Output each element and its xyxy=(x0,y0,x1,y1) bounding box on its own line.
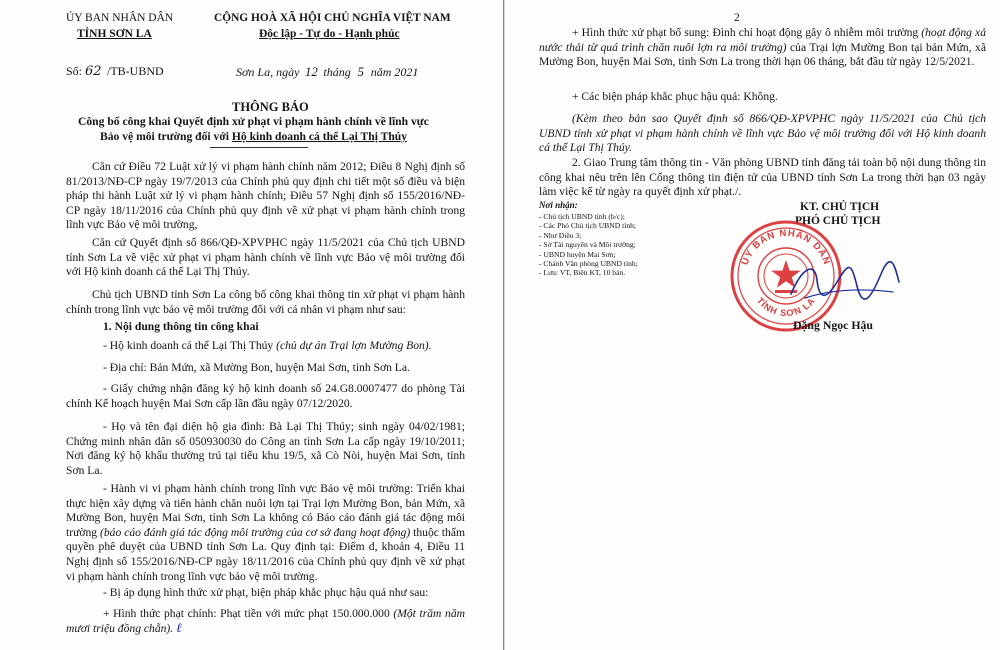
doc-number-suffix: /TB-UBND xyxy=(107,64,164,78)
item-address: - Địa chỉ: Bản Mứn, xã Mường Bon, huyện Mai Sơn, tỉnh Sơn La. xyxy=(103,361,410,374)
main-penalty-pre: + Hình thức phạt chính: Phạt tiền với mức phạt 150.000.000 xyxy=(103,607,394,620)
title-divider xyxy=(210,147,308,148)
doc-subtitle-2 xyxy=(100,130,407,143)
date-month: 5 xyxy=(357,64,364,79)
doc-date xyxy=(236,64,418,80)
subtitle-line2-pre: Bảo vệ môi trường đối với xyxy=(100,130,232,143)
doc-subtitle-1: Công bố công khai Quyết định xử phạt vi phạm hành chính về lĩnh vực xyxy=(78,115,429,128)
item-representative: - Họ và tên đại diện hộ gia đình: Bà Lại Thị Thúy; sinh ngày 04/02/1981; Chứng minh nhân dân số 050930030 do Công an tỉnh Sơn La cấp ngày 19/10/2011; Nơi đăng ký hộ khẩu thường trú tại tiểu khu 19/5, xã Cò Nòi, huyện Mai Sơn, tỉnh Sơn La. xyxy=(66,420,465,477)
remedy: + Các biện pháp khắc phục hậu quả: Không. xyxy=(572,90,778,103)
para-legal-basis-2: Căn cứ Quyết định số 866/QĐ-XPVPHC ngày 11/5/2021 của Chủ tịch UBND tỉnh Sơn La về việc xử phạt vi phạm hành chính về lĩnh vực Bảo vệ môi trường đối với Hộ kinh doanh cá thể Lại Thị Thúy. xyxy=(66,236,465,279)
recipient-item: - Sở Tài nguyên và Môi trường; xyxy=(539,240,636,250)
date-year: năm 2021 xyxy=(370,65,419,79)
item-household xyxy=(66,339,465,354)
signer-role-1: KT. CHỦ TỊCH xyxy=(800,201,880,213)
recipient-item: - UBND huyện Mai Sơn; xyxy=(539,249,616,259)
recipient-item: - Chủ tịch UBND tỉnh (b/c); xyxy=(539,212,625,221)
additional-penalty-pre: + Hình thức xử phạt bổ sung: Đình chỉ hoạt động gây ô nhiễm môi trường xyxy=(572,26,922,39)
para-announce: Chủ tịch UBND tỉnh Sơn La công bố công khai thông tin xử phạt vi phạm hành chính trong lĩnh vực bảo vệ môi trường đối với cá nhân vi phạm như sau: xyxy=(66,288,465,316)
stamp-text-top: ỦY BAN NHÂN DÂN xyxy=(739,227,833,267)
date-month-label: tháng xyxy=(323,65,351,79)
signature-icon xyxy=(785,252,905,312)
additional-penalty xyxy=(539,26,986,70)
nation-line-2: Độc lập - Tự do - Hạnh phúc xyxy=(259,28,400,40)
section2-text: 2. Giao Trung tâm thông tin - Văn phòng UBND tỉnh đăng tải toàn bộ nội dung thông tin công khai nêu trên lên Cổng thông tin điện tử của UBND tỉnh Sơn La trong thời hạn 03 ngày làm việc kể từ ngày ra quyết định xử phạt./. xyxy=(539,156,986,199)
additional-penalty-italic: (hoạt động xả nước thải từ quá trình chăn nuôi lợn ra môi trường) xyxy=(539,26,986,54)
doc-title: THÔNG BÁO xyxy=(232,100,309,114)
violation-pre: - Hành vi vi phạm hành chính trong lĩnh vực Bảo vệ môi trường: Triển khai thực hiện xây dựng và tiến hành chăn nuôi lợn tại Trại lợn Mường Bon, bản Mứn, xã Mường Bon, huyện Mai Sơn, tỉnh Sơn La không có Báo cáo đánh giá tác động môi trường xyxy=(66,482,465,539)
recipient-item: - Như Điều 3; xyxy=(539,230,582,240)
doc-number-handwritten: 62 xyxy=(85,64,102,79)
item-measures: - Bị áp dụng hình thức xử phạt, biện pháp khắc phục hậu quả như sau: xyxy=(103,586,429,599)
additional-penalty-post: của Trại lợn Mường Bon tại bản Mứn, xã Mường Bon, huyện Mai Sơn, tỉnh Sơn La trong thời hạn 06 tháng, bắt đầu từ ngày 12/5/2021. xyxy=(539,40,986,69)
page-number: 2 xyxy=(734,12,740,24)
recipient-item: - Các Phó Chủ tịch UBND tỉnh; xyxy=(539,221,637,231)
authority-line-2: TỈNH SƠN LA xyxy=(77,28,152,40)
doc-number xyxy=(66,64,164,79)
recipient-item: - Lưu: VT, Biên KT, 10 bản. xyxy=(539,268,626,278)
item-main-penalty xyxy=(66,607,465,636)
section2 xyxy=(539,156,986,200)
violation-post: thuộc thẩm quyền phê duyệt của UBND tỉnh Sơn La. Quy định tại: Điểm d, khoản 4, Điều 11 Nghị định số 155/2016/NĐ-CP ngày 18/11/2016 của Chính phủ quy định về xử phạt vi phạm hành chính trong lĩnh vực bảo vệ môi trường. xyxy=(66,525,465,583)
authority-line-1: ỦY BAN NHÂN DÂN xyxy=(66,12,174,24)
main-penalty-italic: (Một trăm năm mươi triệu đồng chẵn). xyxy=(66,607,465,635)
stamp-text-bottom: TỈNH SƠN LA xyxy=(754,295,818,319)
doc-number-prefix: Số: xyxy=(66,64,83,78)
item-violation xyxy=(66,482,465,584)
nation-line-1: CỘNG HOÀ XÃ HỘI CHỦ NGHĨA VIỆT NAM xyxy=(214,12,451,24)
item-certificate: - Giấy chứng nhận đăng ký hộ kinh doanh số 24.G8.0007477 do phòng Tài chính Kế hoạch huyện Mai Sơn cấp lần đầu ngày 07/12/2020. xyxy=(66,382,465,410)
section1-heading: 1. Nội dung thông tin công khai xyxy=(103,320,259,333)
attached-copy: (Kèm theo bản sao Quyết định số 866/QĐ-XPVPHC ngày 11/5/2021 của Chủ tịch UBND tỉnh xử phạt vi phạm hành chính về lĩnh vực Bảo vệ môi trường đối với Hộ kinh doanh cá thể Lại Thị Thúy. xyxy=(539,112,986,155)
recipients-heading: Nơi nhận: xyxy=(539,200,578,210)
date-place: Sơn La, ngày xyxy=(236,65,300,79)
recipients-list xyxy=(539,212,638,278)
document-page-2 xyxy=(509,0,1000,650)
recipient-item: - Chánh Văn phòng UBND tỉnh; xyxy=(539,259,638,269)
handwritten-mark: ℓ xyxy=(176,620,182,636)
signer-role-2: PHÓ CHỦ TỊCH xyxy=(795,215,881,227)
para-legal-basis-1: Căn cứ Điều 72 Luật xử lý vi phạm hành chính năm 2012; Điều 8 Nghị định số 81/2013/NĐ-CP ngày 19/7/2013 của Chính phủ quy định chi tiết một số điều và biện pháp thi hành Luật xử lý vi phạm hành chính; Điều 57 Nghị định số 155/2016/NĐ-CP ngày 18/11/2016 của Chính phủ quy định về xử phạt vi phạm hành chính trong lĩnh vực Bảo vệ môi trường, xyxy=(66,160,465,232)
date-day: 12 xyxy=(304,64,318,79)
household-pre: - Hộ kinh doanh cá thể Lại Thị Thúy xyxy=(103,339,277,352)
subtitle-line2-underlined: Hộ kinh doanh cá thể Lại Thị Thúy xyxy=(231,130,408,143)
household-italic: (chủ dự án Trại lợn Mường Bon). xyxy=(276,339,432,352)
signer-name: Đặng Ngọc Hậu xyxy=(793,318,873,332)
violation-italic: (báo cáo đánh giá tác động môi trường của cơ sở đang hoạt động) xyxy=(100,525,411,539)
